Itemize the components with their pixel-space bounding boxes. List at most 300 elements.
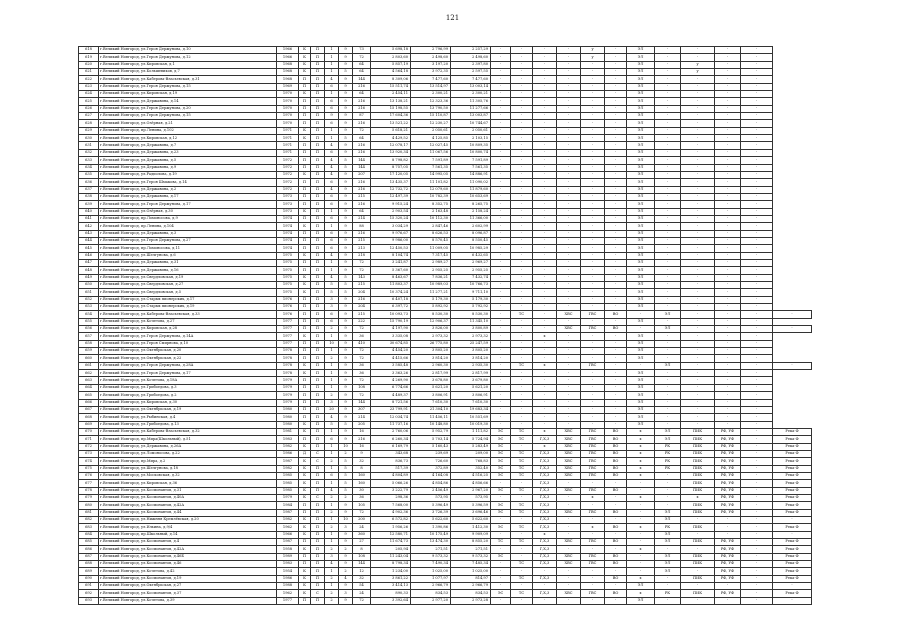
- table-cell: -: [605, 47, 627, 54]
- table-cell: 1984: [277, 502, 299, 509]
- table-cell: Г,Х,3: [533, 487, 557, 494]
- table-cell: г.Великий Новгород, ул.Героя Держунова, д.15: [99, 113, 277, 120]
- table-cell: 7 561,35: [451, 164, 491, 171]
- table-cell: 670: [79, 428, 99, 435]
- table-row: [79, 553, 812, 560]
- table-cell: -: [655, 259, 681, 266]
- table-cell: 9: [339, 311, 353, 318]
- table-cell: ПИК: [681, 502, 715, 509]
- table-cell: 9: [339, 113, 353, 120]
- table-cell: 648: [79, 267, 99, 274]
- table-cell: -: [655, 61, 681, 68]
- table-cell: -: [511, 553, 533, 560]
- table-cell: -: [557, 252, 581, 259]
- table-cell: -: [605, 259, 627, 266]
- table-cell: П: [311, 524, 325, 531]
- table-cell: 1: [325, 91, 339, 98]
- table-cell: -: [605, 135, 627, 142]
- table-cell: -: [491, 561, 511, 568]
- table-cell: -: [681, 237, 715, 244]
- table-cell: 1976: [277, 311, 299, 318]
- table-cell: г.Великий Новгород, ул.Озёрная, д.30: [99, 208, 277, 215]
- table-cell: х: [533, 531, 557, 538]
- table-cell: К: [299, 91, 311, 98]
- table-cell: 2 103,15: [451, 135, 491, 142]
- table-cell: -: [557, 69, 581, 76]
- table-cell: -: [511, 282, 533, 289]
- table-cell: -: [681, 201, 715, 208]
- table-cell: П: [311, 186, 325, 193]
- table-cell: -: [581, 517, 605, 524]
- table-cell: ЭЛ: [627, 296, 655, 303]
- table-cell: П: [299, 186, 311, 193]
- table-cell: -: [581, 186, 605, 193]
- table-cell: ТС: [511, 458, 533, 465]
- table-cell: -: [581, 69, 605, 76]
- table-cell: 5 179,30: [451, 296, 491, 303]
- table-cell: 9: [339, 179, 353, 186]
- table-cell: -: [741, 179, 773, 186]
- table-cell: 836,73: [371, 458, 411, 465]
- table-cell: 4: [325, 274, 339, 281]
- table-cell: 5 367,60: [371, 267, 411, 274]
- table-cell: П: [311, 230, 325, 237]
- table-cell: Река-Ф: [773, 436, 812, 443]
- table-cell: -: [681, 597, 715, 604]
- table-cell: ЭЛ: [627, 179, 655, 186]
- table-cell: ЭЛ: [627, 47, 655, 54]
- table-row: [79, 414, 812, 421]
- table-cell: 1: [325, 384, 339, 391]
- table-cell: ЭЛ: [627, 259, 655, 266]
- table-cell: 6: [325, 105, 339, 112]
- table-cell: 9: [339, 392, 353, 399]
- table-cell: -: [511, 201, 533, 208]
- table-cell: П: [311, 575, 325, 582]
- table-cell: 626: [79, 105, 99, 112]
- table-cell: 12 906,37: [411, 318, 451, 325]
- table-cell: П: [311, 553, 325, 560]
- table-cell: 12 079,60: [411, 186, 451, 193]
- table-row: [79, 201, 812, 208]
- table-cell: -: [491, 76, 511, 83]
- table-cell: -: [491, 208, 511, 215]
- table-cell: -: [557, 98, 581, 105]
- table-cell: -: [557, 406, 581, 413]
- table-cell: ЭЛ: [627, 113, 655, 120]
- table-cell: ТС: [511, 524, 533, 531]
- table-cell: ХВС: [557, 590, 581, 597]
- table-cell: 5 892,92: [411, 304, 451, 311]
- table-cell: ПИК: [681, 480, 715, 487]
- table-cell: -: [741, 98, 773, 105]
- table-cell: -: [605, 282, 627, 289]
- table-cell: К: [299, 370, 311, 377]
- table-row: [79, 186, 812, 193]
- table-cell: Г,Х,3: [533, 561, 557, 568]
- table-cell: -: [511, 597, 533, 604]
- table-cell: -: [715, 362, 741, 369]
- table-cell: -: [741, 524, 773, 531]
- table-cell: г.Великий Новгород, ул.Каберова-Власьевская, д.31: [99, 76, 277, 83]
- table-cell: 632: [79, 149, 99, 156]
- table-cell: -: [557, 201, 581, 208]
- table-cell: П: [311, 480, 325, 487]
- table-cell: 9: [339, 149, 353, 156]
- table-cell: 620: [79, 61, 99, 68]
- table-cell: 1: [325, 362, 339, 369]
- table-cell: -: [511, 69, 533, 76]
- table-cell: -: [511, 296, 533, 303]
- table-cell: 64: [353, 208, 371, 215]
- table-row: [79, 421, 812, 428]
- table-cell: ПИК: [681, 561, 715, 568]
- table-cell: -: [557, 282, 581, 289]
- table-cell: 517,39: [371, 465, 411, 472]
- table-cell: 11 101,82: [411, 179, 451, 186]
- table-cell: -: [605, 355, 627, 362]
- table-cell: -: [581, 399, 605, 406]
- table-row: [79, 326, 812, 333]
- table-cell: ХВС: [557, 458, 581, 465]
- table-cell: 222: [353, 318, 371, 325]
- table-cell: Река-Ф: [773, 458, 812, 465]
- table-cell: ВО: [605, 472, 627, 479]
- table-cell: П: [299, 179, 311, 186]
- table-cell: -: [741, 502, 773, 509]
- table-cell: ГВС: [581, 458, 605, 465]
- table-cell: 676: [79, 472, 99, 479]
- table-row: [79, 282, 812, 289]
- table-cell: -: [715, 215, 741, 222]
- table-cell: 2 456,49: [411, 487, 451, 494]
- table-cell: -: [655, 384, 681, 391]
- table-cell: РФ, УФ: [715, 509, 741, 516]
- table-cell: 9 909,09: [451, 531, 491, 538]
- table-cell: -: [491, 171, 511, 178]
- table-cell: ТС: [511, 487, 533, 494]
- table-cell: 2: [325, 494, 339, 501]
- table-cell: -: [715, 597, 741, 604]
- table-cell: -: [741, 252, 773, 259]
- table-cell: 5: [339, 274, 353, 281]
- table-cell: 1980: [277, 406, 299, 413]
- table-cell: -: [557, 193, 581, 200]
- table-cell: г.Великий Новгород, ул.Космонавтов, д.44: [99, 509, 277, 516]
- table-cell: -: [681, 245, 715, 252]
- table-cell: 204: [353, 304, 371, 311]
- table-cell: ЭЛ: [627, 186, 655, 193]
- table-cell: К: [299, 494, 311, 501]
- table-cell: ХВС: [557, 509, 581, 516]
- table-cell: -: [655, 179, 681, 186]
- table-cell: 688: [79, 561, 99, 568]
- table-cell: -: [773, 326, 812, 333]
- table-cell: -: [655, 392, 681, 399]
- table-cell: -: [511, 164, 533, 171]
- table-cell: ЭЛ: [627, 340, 655, 347]
- table-row: [79, 428, 812, 435]
- table-cell: 6: [325, 193, 339, 200]
- table-cell: 656: [79, 326, 99, 333]
- table-cell: -: [491, 215, 511, 222]
- table-cell: ТС: [511, 436, 533, 443]
- table-cell: г.Великий Новгород, пр.Мира, д.2: [99, 458, 277, 465]
- table-cell: 1: [325, 135, 339, 142]
- table-cell: -: [741, 47, 773, 54]
- table-cell: ЭЛ: [627, 164, 655, 171]
- table-cell: 3 585,48: [371, 362, 411, 369]
- table-cell: 890,33: [371, 590, 411, 597]
- table-cell: 667: [79, 406, 99, 413]
- table-cell: 5: [339, 282, 353, 289]
- table-cell: -: [533, 326, 557, 333]
- table-cell: 3 222,79: [371, 487, 411, 494]
- table-row: [79, 568, 812, 575]
- table-cell: -: [557, 267, 581, 274]
- table-cell: 7 568,00: [371, 502, 411, 509]
- table-cell: -: [715, 54, 741, 61]
- table-cell: -: [715, 76, 741, 83]
- table-cell: -: [511, 267, 533, 274]
- table-cell: К: [299, 135, 311, 142]
- table-cell: -: [491, 304, 511, 311]
- table-cell: К: [299, 546, 311, 553]
- table-cell: -: [557, 480, 581, 487]
- table-cell: -: [511, 105, 533, 112]
- table-cell: -: [557, 355, 581, 362]
- table-cell: -: [627, 362, 655, 369]
- table-cell: -: [655, 127, 681, 134]
- table-cell: 4: [325, 142, 339, 149]
- table-cell: 8 550,45: [451, 237, 491, 244]
- table-cell: 2 597,55: [451, 69, 491, 76]
- table-cell: 635: [79, 171, 99, 178]
- table-cell: ЭЛ: [627, 274, 655, 281]
- table-cell: 239,69: [411, 450, 451, 457]
- table-cell: ЭЛ: [627, 157, 655, 164]
- table-cell: ХВС: [557, 487, 581, 494]
- table-row: [79, 443, 812, 450]
- table-cell: П: [311, 252, 325, 259]
- table-cell: К: [299, 362, 311, 369]
- table-cell: 3 696,46: [451, 509, 491, 516]
- table-cell: -: [533, 421, 557, 428]
- table-cell: -: [581, 223, 605, 230]
- table-cell: 9: [339, 186, 353, 193]
- table-cell: -: [741, 517, 773, 524]
- table-cell: Г,Х,3: [533, 509, 557, 516]
- table-cell: -: [533, 223, 557, 230]
- table-cell: -: [511, 494, 533, 501]
- table-cell: П: [299, 340, 311, 347]
- table-cell: 4 429,52: [371, 135, 411, 142]
- table-cell: 144: [353, 164, 371, 171]
- table-cell: 1971: [277, 142, 299, 149]
- table-cell: Г,Х,3: [533, 436, 557, 443]
- table-cell: Г,Х,3: [533, 450, 557, 457]
- table-cell: г.Великий Новгород, пр.Ломоносова, д.9: [99, 215, 277, 222]
- table-cell: 2 803,60: [371, 54, 411, 61]
- table-cell: ХВС: [557, 443, 581, 450]
- table-cell: 343,68: [371, 450, 411, 457]
- table-cell: 213: [353, 245, 371, 252]
- table-cell: г.Великий Новгород, ул.Кировская, д.28: [99, 326, 277, 333]
- table-cell: П: [311, 362, 325, 369]
- table-cell: 1975: [277, 252, 299, 259]
- table-cell: 2 300,21: [451, 91, 491, 98]
- table-cell: -: [715, 421, 741, 428]
- table-cell: -: [533, 76, 557, 83]
- table-cell: 1970: [277, 98, 299, 105]
- table-cell: -: [741, 340, 773, 347]
- table-cell: 1 025,00: [451, 568, 491, 575]
- table-cell: 1974: [277, 245, 299, 252]
- table-cell: -: [741, 54, 773, 61]
- table-cell: -: [581, 421, 605, 428]
- table-cell: г.Великий Новгород, ул.Космонавтов, д.40А: [99, 494, 277, 501]
- table-cell: г.Великий Новгород, ул.Свердловская, д.5: [99, 289, 277, 296]
- table-cell: П: [311, 333, 325, 340]
- table-cell: 665: [79, 392, 99, 399]
- table-cell: П: [299, 311, 311, 318]
- table-cell: -: [681, 340, 715, 347]
- table-cell: 10 551,69: [451, 414, 491, 421]
- table-cell: г.Великий Новгород, ул.Кочетова, д.42: [99, 568, 277, 575]
- table-cell: 9: [339, 142, 353, 149]
- table-cell: К: [299, 171, 311, 178]
- table-cell: -: [741, 392, 773, 399]
- table-cell: г.Великий Новгород, ул.Кочетова, д.39: [99, 597, 277, 604]
- table-cell: -: [511, 480, 533, 487]
- table-cell: -: [773, 583, 812, 590]
- table-cell: -: [605, 120, 627, 127]
- table-cell: 1: [325, 517, 339, 524]
- table-cell: -: [557, 237, 581, 244]
- table-cell: -: [605, 76, 627, 83]
- table-cell: -: [511, 120, 533, 127]
- table-cell: ЭЛ: [627, 91, 655, 98]
- table-cell: П: [299, 105, 311, 112]
- table-cell: 636: [79, 179, 99, 186]
- table-cell: -: [741, 597, 773, 604]
- table-cell: 5 621,20: [411, 384, 451, 391]
- table-cell: ГВС: [581, 450, 605, 457]
- table-cell: Река-Ф: [773, 553, 812, 560]
- table-cell: -: [681, 127, 715, 134]
- table-cell: 5: [339, 480, 353, 487]
- table-cell: 625: [79, 98, 99, 105]
- table-row: [79, 113, 812, 120]
- table-cell: -: [681, 377, 715, 384]
- table-cell: 644: [79, 237, 99, 244]
- table-cell: -: [715, 296, 741, 303]
- table-cell: 2 498,60: [451, 54, 491, 61]
- table-cell: П: [311, 296, 325, 303]
- table-cell: -: [533, 252, 557, 259]
- table-cell: 9: [339, 318, 353, 325]
- table-cell: -: [581, 105, 605, 112]
- table-cell: -: [715, 120, 741, 127]
- table-cell: ЭС: [491, 436, 511, 443]
- table-cell: 1 234,00: [371, 568, 411, 575]
- table-cell: 4 854,86: [411, 480, 451, 487]
- table-cell: Река-Ф: [773, 546, 812, 553]
- table-cell: -: [511, 91, 533, 98]
- table-cell: РФ, УФ: [715, 465, 741, 472]
- table-cell: -: [491, 135, 511, 142]
- table-cell: -: [655, 69, 681, 76]
- table-cell: ЭЛ: [627, 230, 655, 237]
- table-cell: 1: [325, 69, 339, 76]
- table-cell: П: [299, 149, 311, 156]
- table-cell: П: [299, 348, 311, 355]
- table-cell: 9: [339, 237, 353, 244]
- table-cell: П: [299, 414, 311, 421]
- table-cell: -: [581, 157, 605, 164]
- table-cell: 11 067,56: [411, 149, 451, 156]
- table-cell: -: [681, 531, 715, 538]
- table-cell: 4 804,89: [371, 472, 411, 479]
- table-cell: -: [533, 105, 557, 112]
- table-cell: 3 826,00: [411, 326, 451, 333]
- table-cell: -: [511, 127, 533, 134]
- table-row: [79, 289, 812, 296]
- table-cell: 9: [339, 267, 353, 274]
- table-cell: -: [741, 553, 773, 560]
- table-row: [79, 590, 812, 597]
- table-cell: -: [741, 127, 773, 134]
- table-cell: -: [557, 120, 581, 127]
- table-cell: -: [491, 164, 511, 171]
- table-cell: -: [557, 215, 581, 222]
- table-cell: 3: [339, 590, 353, 597]
- table-cell: -: [511, 318, 533, 325]
- table-cell: -: [681, 83, 715, 90]
- table-cell: С: [311, 450, 325, 457]
- table-cell: -: [681, 355, 715, 362]
- table-cell: 1: [325, 377, 339, 384]
- table-cell: 2 973,28: [451, 597, 491, 604]
- table-cell: -: [511, 237, 533, 244]
- table-cell: П: [299, 392, 311, 399]
- table-cell: К: [299, 524, 311, 531]
- table-cell: г.Великий Новгород, ул.Кировская, д.19: [99, 91, 277, 98]
- table-cell: -: [681, 333, 715, 340]
- table-cell: -: [681, 223, 715, 230]
- table-cell: -: [491, 370, 511, 377]
- table-cell: 30: [353, 487, 371, 494]
- table-cell: -: [627, 561, 655, 568]
- table-cell: ЭС: [491, 509, 511, 516]
- table-cell: 691: [79, 583, 99, 590]
- table-cell: 20: [325, 406, 339, 413]
- table-cell: -: [581, 252, 605, 259]
- table-cell: -: [741, 201, 773, 208]
- table-cell: г.Великий Новгород, ул.Державина, д.5: [99, 157, 277, 164]
- table-cell: ХВС: [557, 450, 581, 457]
- table-cell: ХВС: [557, 428, 581, 435]
- table-cell: 7 490,34: [411, 561, 451, 568]
- table-cell: 4: [339, 575, 353, 582]
- table-cell: -: [605, 245, 627, 252]
- table-cell: -: [533, 69, 557, 76]
- table-cell: ПИК: [681, 472, 715, 479]
- table-cell: 9 573,32: [411, 553, 451, 560]
- table-cell: -: [655, 142, 681, 149]
- table-cell: -: [511, 149, 533, 156]
- table-cell: -: [491, 186, 511, 193]
